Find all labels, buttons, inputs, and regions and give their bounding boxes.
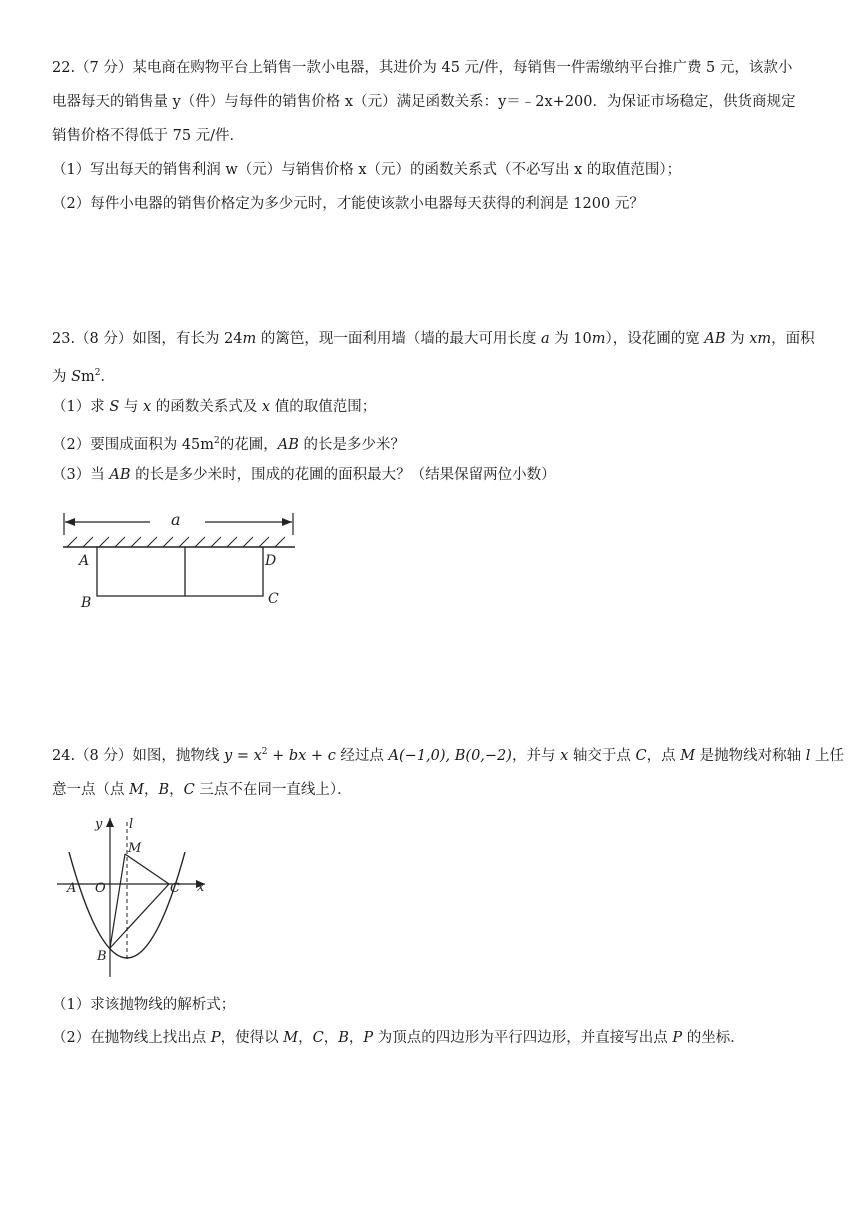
q22-text-line-2: 电器每天的销售量 y（件）与每件的销售价格 x（元）满足函数关系：y＝﹣2x+200．为保证市场稳定，供货商规定 bbox=[52, 94, 796, 110]
label-x: x bbox=[197, 880, 205, 895]
q24-part-2: （2）在抛物线上找出点 P，使得以 M，C，B，P 为顶点的四边形为平行四边形，并直接写出点 P 的坐标． bbox=[52, 1030, 745, 1046]
q22-text-line-1: 22.（7 分）某电商在购物平台上销售一款小电器，其进价为 45 元/件，每销售一件需缴纳平台推广费 5 元，该款小 bbox=[52, 60, 793, 76]
label-M: M bbox=[128, 841, 142, 856]
q23-part-2: （2）要围成面积为 $45m^2$的花圃，AB 的长是多少米？ bbox=[52, 436, 406, 453]
q23-text-line-2: 为 Sm$^2$． bbox=[52, 368, 116, 385]
label-B: B bbox=[97, 949, 107, 964]
q23-garden-figure bbox=[55, 505, 305, 615]
q24-part-1: （1）求该抛物线的解析式； bbox=[52, 997, 236, 1013]
label-y: y bbox=[95, 817, 103, 832]
q24-text-line-2: 意一点（点 M，B，C 三点不在同一直线上）． bbox=[52, 782, 352, 798]
label-B: B bbox=[81, 595, 92, 611]
q23-text-line-1: 23.（8 分）如图，有长为 24m 的篱笆，现一面利用墙（墙的最大可用长度 a 为 10m），设花圃的宽 AB 为 xm，面积 bbox=[52, 331, 815, 347]
label-A: A bbox=[79, 553, 90, 569]
q24-text-line-1: 24.（8 分）如图，抛物线 $y = x^2$ + bx + c 经过点 A(−1,0), B(0,−2)，并与 x 轴交于点 C，点 M 是抛物线对称轴 l 上任 bbox=[52, 747, 845, 764]
q22-text-line-3: 销售价格不得低于 75 元/件． bbox=[52, 128, 245, 144]
label-O: O bbox=[95, 881, 106, 896]
label-C: C bbox=[170, 881, 180, 896]
q22-part-1: （1）写出每天的销售利润 w（元）与销售价格 x（元）的函数关系式（不必写出 x 的取值范围）； bbox=[52, 162, 682, 178]
label-C: C bbox=[268, 591, 279, 607]
label-a: a bbox=[171, 510, 181, 529]
label-D: D bbox=[265, 553, 277, 569]
q24-parabola-figure bbox=[55, 812, 215, 982]
q22-part-2: （2）每件小电器的销售价格定为多少元时，才能使该款小电器每天获得的利润是 1200 元？ bbox=[52, 196, 644, 212]
label-A: A bbox=[67, 881, 77, 896]
label-l: l bbox=[129, 817, 134, 832]
q23-part-3: （3）当 AB 的长是多少米时，围成的花圃的面积最大？（结果保留两位小数） bbox=[52, 467, 556, 483]
q23-part-1: （1）求 S 与 x 的函数关系式及 x 值的取值范围； bbox=[52, 399, 377, 415]
